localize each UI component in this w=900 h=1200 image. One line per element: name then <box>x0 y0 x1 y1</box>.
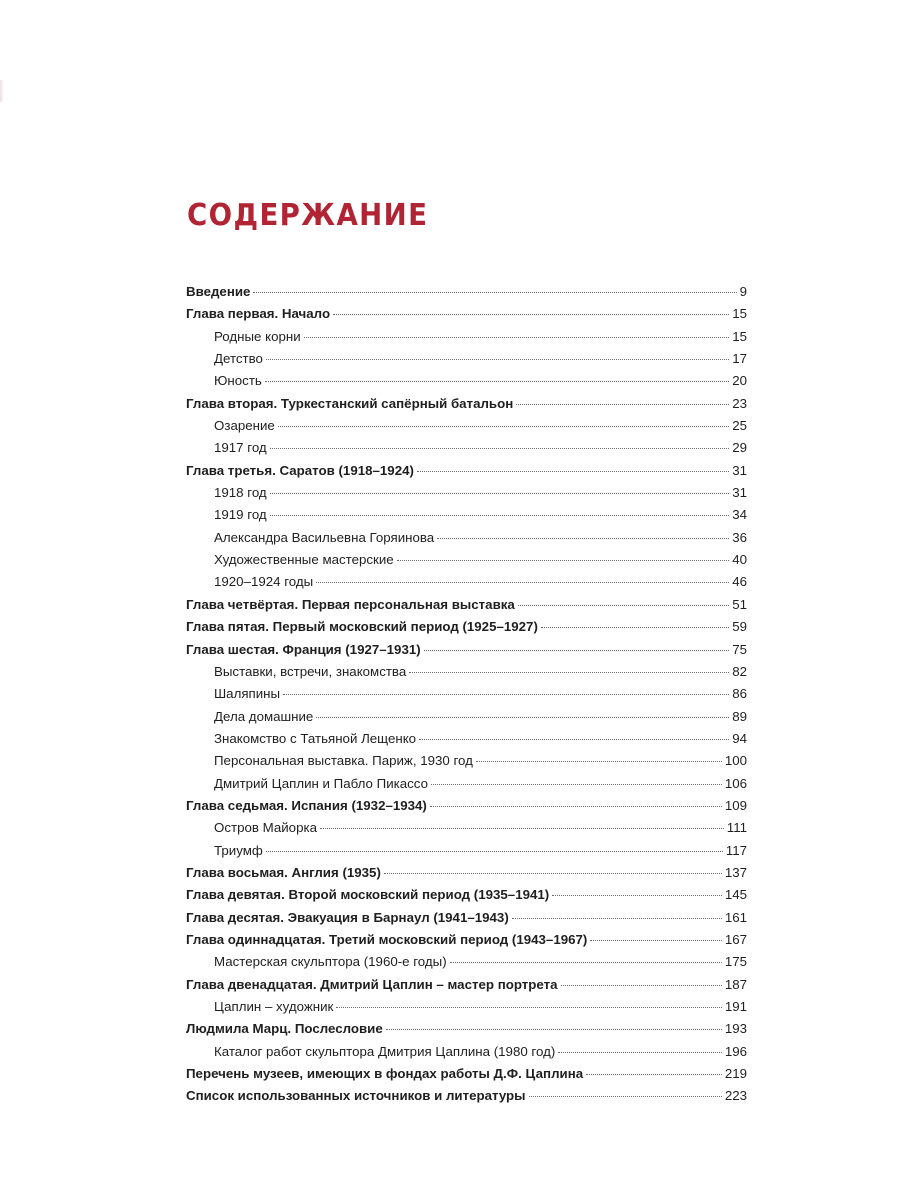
dot-leader <box>552 895 722 896</box>
toc-chapter-entry[interactable] <box>186 977 747 999</box>
dot-leader <box>512 918 722 919</box>
toc-page-number: 100 <box>724 753 747 769</box>
dot-leader <box>409 672 729 673</box>
toc-entry-title: Шаляпины <box>214 686 281 702</box>
toc-page-number: 167 <box>724 931 747 947</box>
toc-page-number: 20 <box>732 373 747 389</box>
dot-leader <box>316 582 729 583</box>
dot-leader <box>450 962 722 963</box>
toc-page-number: 196 <box>724 1043 747 1059</box>
toc-section-entry[interactable] <box>186 485 747 507</box>
toc-entry-title: Александра Васильевна Горяинова <box>214 529 435 545</box>
toc-section-entry[interactable] <box>186 664 747 686</box>
dot-leader <box>558 1052 722 1053</box>
dot-leader <box>437 538 729 539</box>
toc-section-entry[interactable] <box>186 507 747 529</box>
toc-entry-title: Озарение <box>214 418 275 434</box>
toc-entry-title: Глава двенадцатая. Дмитрий Цаплин – мастер портрета <box>186 976 558 992</box>
toc-entry-title: Глава пятая. Первый московский период (1925–1927) <box>186 619 538 635</box>
toc-entry-title: Цаплин – художник <box>214 999 334 1014</box>
page-title: СОДЕРЖАНИЕ <box>187 198 429 233</box>
toc-section-entry[interactable] <box>186 999 747 1021</box>
toc-section-entry[interactable] <box>186 731 747 753</box>
toc-chapter-entry[interactable] <box>186 463 747 485</box>
toc-page-number: 219 <box>724 1066 747 1082</box>
toc-page-number: 191 <box>724 999 747 1014</box>
toc-page-number: 17 <box>732 351 747 367</box>
toc-section-entry[interactable] <box>186 820 747 842</box>
toc-chapter-entry[interactable] <box>186 910 747 932</box>
toc-page-number: 223 <box>724 1088 747 1104</box>
toc-section-entry[interactable] <box>186 954 747 976</box>
toc-page-number: 15 <box>732 306 747 322</box>
toc-page-number: 31 <box>732 462 747 478</box>
dot-leader <box>320 828 724 829</box>
dot-leader <box>516 404 729 405</box>
dot-leader <box>561 985 722 986</box>
toc-entry-title: Персональная выставка. Париж, 1930 год <box>214 753 473 769</box>
toc-page-number: 117 <box>725 842 747 858</box>
toc-entry-title: Перечень музеев, имеющих в фондах работы Д.Ф. Цаплина <box>186 1066 584 1082</box>
dot-leader <box>270 448 730 449</box>
dot-leader <box>266 851 723 852</box>
toc-chapter-entry[interactable] <box>186 1088 747 1110</box>
toc-section-entry[interactable] <box>186 373 747 395</box>
dot-leader <box>424 650 730 651</box>
toc-entry-title: Родные корни <box>214 328 301 344</box>
toc-chapter-entry[interactable] <box>186 396 747 418</box>
toc-page-number: 34 <box>732 507 747 523</box>
toc-entry-title: Список использованных источников и литературы <box>186 1088 526 1104</box>
toc-page-number: 25 <box>732 418 747 434</box>
toc-page-number: 9 <box>739 284 747 299</box>
toc-entry-title: 1920–1924 годы <box>214 574 314 590</box>
toc-section-entry[interactable] <box>186 351 747 373</box>
toc-page-number: 82 <box>732 663 747 679</box>
toc-page-number: 106 <box>724 775 747 791</box>
toc-entry-title: Каталог работ скульптора Дмитрия Цаплина (1980 год) <box>214 1043 556 1059</box>
toc-page-number: 94 <box>732 730 747 746</box>
dot-leader <box>417 471 729 472</box>
dot-leader <box>430 806 722 807</box>
toc-entry-title: Художественные мастерские <box>214 552 394 568</box>
toc-page-number: 51 <box>732 596 747 612</box>
toc-section-entry[interactable] <box>186 843 747 865</box>
toc-page-number: 31 <box>732 485 747 501</box>
toc-page-number: 46 <box>732 574 747 590</box>
toc-chapter-entry[interactable] <box>186 798 747 820</box>
toc-section-entry[interactable] <box>186 440 747 462</box>
toc-chapter-entry[interactable] <box>186 284 747 306</box>
dot-leader <box>283 694 729 695</box>
dot-leader <box>265 381 729 382</box>
dot-leader <box>270 493 730 494</box>
toc-chapter-entry[interactable] <box>186 306 747 328</box>
toc-section-entry[interactable] <box>186 530 747 552</box>
dot-leader <box>590 940 721 941</box>
toc-chapter-entry[interactable] <box>186 619 747 641</box>
dot-leader <box>431 784 722 785</box>
toc-entry-title: Знакомство с Татьяной Лещенко <box>214 730 417 746</box>
toc-chapter-entry[interactable] <box>186 642 747 664</box>
toc-page-number: 187 <box>724 976 747 992</box>
toc-entry-title: Дела домашние <box>214 708 314 724</box>
toc-entry-title: Триумф <box>214 842 263 858</box>
toc-entry-title: Глава вторая. Туркестанский сапёрный батальон <box>186 395 514 411</box>
dot-leader <box>253 292 736 293</box>
toc-page-number: 86 <box>732 686 747 702</box>
toc-page-number: 193 <box>724 1021 747 1037</box>
dot-leader <box>419 739 729 740</box>
toc-entry-title: Введение <box>186 284 251 299</box>
toc-page-number: 89 <box>732 708 747 724</box>
dot-leader <box>397 560 730 561</box>
dot-leader <box>518 605 729 606</box>
toc-chapter-entry[interactable] <box>186 1021 747 1043</box>
dot-leader <box>270 515 730 516</box>
dot-leader <box>384 873 722 874</box>
toc-chapter-entry[interactable] <box>186 865 747 887</box>
toc-page-number: 36 <box>732 529 747 545</box>
toc-page-number: 59 <box>732 619 747 635</box>
dot-leader <box>278 426 729 427</box>
toc-page-number: 137 <box>724 864 747 880</box>
toc-page-number: 161 <box>724 909 747 925</box>
toc-chapter-entry[interactable] <box>186 1066 747 1088</box>
toc-entry-title: Дмитрий Цаплин и Пабло Пикассо <box>214 775 428 791</box>
toc-entry-title: Глава первая. Начало <box>186 306 331 322</box>
dot-leader <box>386 1029 722 1030</box>
toc-entry-title: Выставки, встречи, знакомства <box>214 663 407 679</box>
dot-leader <box>333 314 729 315</box>
toc-section-entry[interactable] <box>186 552 747 574</box>
toc-page-number: 109 <box>724 797 747 813</box>
table-of-contents <box>186 284 747 1111</box>
toc-entry-title: Глава одиннадцатая. Третий московский период (1943–1967) <box>186 931 588 947</box>
page-edge-mark <box>0 80 4 102</box>
toc-section-entry[interactable] <box>186 686 747 708</box>
toc-entry-title: Глава десятая. Эвакуация в Барнаул (1941–1943) <box>186 909 509 925</box>
toc-entry-title: Глава шестая. Франция (1927–1931) <box>186 641 421 657</box>
toc-entry-title: Людмила Марц. Послесловие <box>186 1021 383 1037</box>
toc-section-entry[interactable] <box>186 709 747 731</box>
dot-leader <box>336 1007 721 1008</box>
dot-leader <box>304 337 730 338</box>
toc-entry-title: Глава четвёртая. Первая персональная выставка <box>186 596 515 612</box>
toc-entry-title: Детство <box>214 351 263 367</box>
dot-leader <box>529 1096 722 1097</box>
toc-entry-title: 1918 год <box>214 485 267 501</box>
toc-section-entry[interactable] <box>186 1044 747 1066</box>
toc-section-entry[interactable] <box>186 753 747 775</box>
toc-entry-title: Глава восьмая. Англия (1935) <box>186 864 381 880</box>
toc-section-entry[interactable] <box>186 329 747 351</box>
dot-leader <box>266 359 729 360</box>
toc-page-number: 40 <box>732 552 747 568</box>
dot-leader <box>476 761 722 762</box>
dot-leader <box>541 627 729 628</box>
dot-leader <box>316 717 729 718</box>
toc-page-number: 111 <box>726 820 747 836</box>
toc-page-number: 23 <box>732 395 747 411</box>
toc-entry-title: Глава девятая. Второй московский период (1935–1941) <box>186 887 550 903</box>
toc-entry-title: Глава седьмая. Испания (1932–1934) <box>186 797 427 813</box>
toc-entry-title: Остров Майорка <box>214 820 317 836</box>
toc-entry-title: Мастерская скульптора (1960-е годы) <box>214 954 447 970</box>
toc-page-number: 145 <box>724 887 747 903</box>
toc-section-entry[interactable] <box>186 776 747 798</box>
toc-chapter-entry[interactable] <box>186 887 747 909</box>
toc-page-number: 15 <box>732 328 747 344</box>
toc-section-entry[interactable] <box>186 418 747 440</box>
toc-page-number: 175 <box>724 954 747 970</box>
toc-entry-title: Глава третья. Саратов (1918–1924) <box>186 462 414 478</box>
dot-leader <box>586 1074 722 1075</box>
toc-page-number: 75 <box>732 641 747 657</box>
toc-entry-title: Юность <box>214 373 262 389</box>
toc-chapter-entry[interactable] <box>186 932 747 954</box>
toc-chapter-entry[interactable] <box>186 597 747 619</box>
toc-section-entry[interactable] <box>186 574 747 596</box>
toc-entry-title: 1917 год <box>214 440 267 456</box>
toc-entry-title: 1919 год <box>214 507 267 523</box>
toc-page-number: 29 <box>732 440 747 456</box>
